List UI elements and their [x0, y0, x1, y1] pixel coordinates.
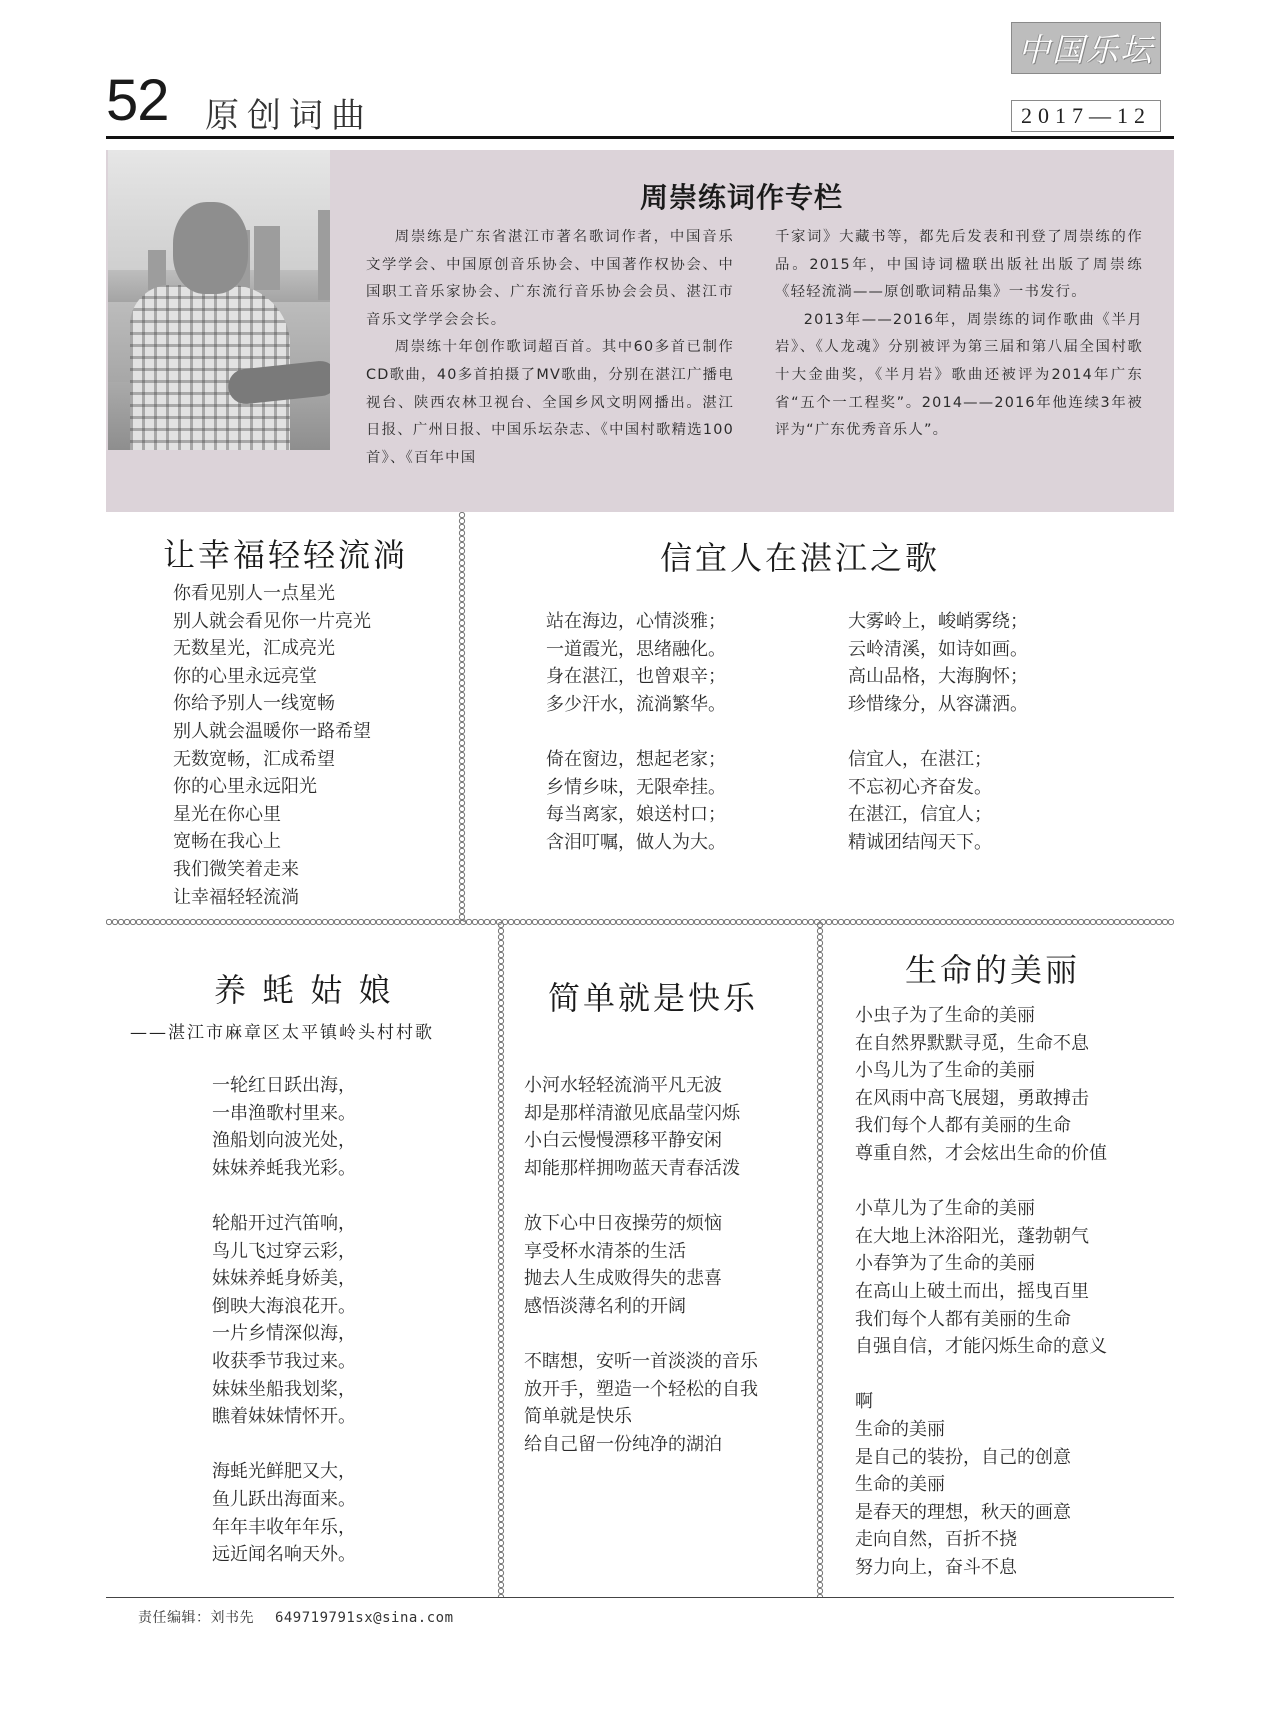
poem-line: 放下心中日夜操劳的烦恼: [524, 1212, 722, 1234]
poem-body-left: [546, 608, 726, 856]
poem-line: 简单就是快乐: [524, 1406, 632, 1428]
poem-body-right: [848, 608, 1028, 856]
poem-line: 别人就会温暖你一路希望: [173, 720, 371, 742]
poem-line: 高山品格，大海胸怀；: [848, 666, 1028, 688]
poem-line: 宽畅在我心上: [173, 831, 281, 853]
photo-person-head: [173, 202, 248, 294]
divider-horizontal: [106, 918, 1174, 926]
issue-date: 2017—12: [1011, 100, 1161, 132]
poem-line: 妹妹坐船我划桨，: [212, 1378, 356, 1400]
poem-stanza: [212, 1072, 356, 1182]
poem-body: [524, 1072, 758, 1458]
poem-line: 抛去人生成败得失的悲喜: [524, 1268, 722, 1290]
bio-title: 周崇练词作专栏: [640, 181, 844, 214]
poem-stanza: [848, 608, 1028, 718]
poem-line: 给自己留一份纯净的湖泊: [524, 1433, 722, 1455]
poem-title: 信宜人在湛江之歌: [660, 539, 941, 577]
poem-line: 星光在你心里: [173, 803, 281, 825]
poem-stanza: [212, 1210, 356, 1431]
poem-stanza: [855, 1195, 1107, 1361]
poem-stanza: [546, 746, 726, 856]
poem-line: 在自然界默默寻觅，生命不息: [855, 1032, 1089, 1054]
header-rule: [106, 136, 1174, 139]
poem-body: [855, 1002, 1107, 1581]
poem-line: 精诚团结闯天下。: [848, 831, 992, 853]
footer-rule: [106, 1597, 1174, 1598]
poem-line: 感悟淡薄名利的开阔: [524, 1295, 686, 1317]
poem-line: 走向自然，百折不挠: [855, 1529, 1017, 1551]
poem-stanza: [524, 1072, 758, 1182]
poem-line: 自强自信，才能闪烁生命的意义: [855, 1336, 1107, 1358]
poem-line: 放开手，塑造一个轻松的自我: [524, 1378, 758, 1400]
divider-vertical: [458, 512, 466, 922]
poem-title: 让幸福轻轻流淌: [163, 536, 409, 574]
poem-line: 收获季节我过来。: [212, 1350, 356, 1372]
poem-line: 别人就会看见你一片亮光: [173, 610, 371, 632]
poem-title: 生命的美丽: [905, 951, 1081, 989]
poem-line: 妹妹养蚝我光彩。: [212, 1157, 356, 1179]
poem-line: 让幸福轻轻流淌: [173, 886, 299, 908]
poem-line: 小河水轻轻流淌平凡无波: [524, 1075, 722, 1096]
poem-line: 是春天的理想，秋天的画意: [855, 1501, 1071, 1523]
poem-line: 站在海边，心情淡雅；: [546, 611, 726, 632]
poem-line: 含泪叮嘱，做人为大。: [546, 831, 726, 853]
poem-line: 小虫子为了生命的美丽: [855, 1005, 1035, 1026]
poem-line: 多少汗水，流淌繁华。: [546, 693, 726, 715]
poem-body: [173, 580, 371, 911]
poem-line: 倒映大海浪花开。: [212, 1295, 356, 1317]
poem-line: 云岭清溪，如诗如画。: [848, 638, 1028, 660]
bio-column-1: [366, 224, 734, 472]
poem-line: 远近闻名响天外。: [212, 1544, 356, 1566]
poem-line: 海蚝光鲜肥又大，: [212, 1461, 356, 1483]
section-title: 原创词曲: [205, 96, 373, 136]
poem-body: [212, 1072, 356, 1569]
divider-vertical: [816, 922, 824, 1597]
poem-line: 你的心里永远亮堂: [173, 665, 317, 687]
poem-line: 啊: [855, 1391, 873, 1413]
poem-line: 乡情乡味，无限牵挂。: [546, 776, 726, 798]
poem-line: 是自己的装扮，自己的创意: [855, 1446, 1071, 1468]
bio-column-2: [775, 224, 1143, 445]
poem-line: 不瞎想，安听一首淡淡的音乐: [524, 1350, 758, 1372]
magazine-masthead: [1011, 22, 1161, 74]
bio-paragraph: 周崇练十年创作歌词超百首。其中60多首已制作CD歌曲，40多首拍摄了MV歌曲，分别在湛江广播电视台、陕西农林卫视台、全国乡风文明网播出。湛江日报、广州日报、中国乐坛杂志、《中国村歌精选100首》、《百年中国: [366, 339, 734, 466]
poem-line: 你给予别人一线宽畅: [173, 693, 335, 715]
poem-line: 大雾岭上，峻峭雾绕；: [848, 611, 1028, 632]
poem-line: 鱼儿跃出海面来。: [212, 1488, 356, 1510]
poem-line: 却能那样拥吻蓝天青春活泼: [524, 1157, 740, 1179]
poem-stanza: [855, 1002, 1107, 1168]
poem-line: 一片乡情深似海，: [212, 1323, 356, 1345]
poem-line: 年年丰收年年乐，: [212, 1516, 356, 1538]
editor-label: 责任编辑：刘书先: [138, 1610, 254, 1626]
poem-line: 信宜人，在湛江；: [848, 748, 992, 770]
divider-vertical: [497, 922, 505, 1597]
poem-stanza: [524, 1348, 758, 1458]
poem-stanza: [546, 608, 726, 718]
poem-line: 身在湛江，也曾艰辛；: [546, 666, 726, 688]
masthead-logo-text: 中国乐坛: [1017, 31, 1154, 69]
photo-building: [254, 226, 280, 290]
poem-line: 一道霞光，思绪融化。: [546, 638, 726, 660]
bio-paragraph: 2013年——2016年，周崇练的词作歌曲《半月岩》、《人龙魂》分别被评为第三届和第八届全国村歌十大金曲奖，《半月岩》歌曲还被评为2014年广东省“五个一工程奖”。2014——2016年他连续3年被评为“广东优秀音乐人”。: [775, 311, 1143, 439]
poem-line: 尊重自然，才会炫出生命的价值: [855, 1142, 1107, 1164]
poem-line: 瞧着妹妹情怀开。: [212, 1406, 356, 1428]
poem-subtitle: ——湛江市麻章区太平镇岭头村村歌: [130, 1023, 434, 1043]
poem-line: 小春笋为了生命的美丽: [855, 1253, 1035, 1275]
poem-line: 在湛江，信宜人；: [848, 804, 992, 826]
footer-editor-credit: [138, 1607, 466, 1627]
poem-line: 小白云慢慢漂移平静安闲: [524, 1130, 722, 1152]
poem-line: 在风雨中高飞展翅，勇敢搏击: [855, 1087, 1089, 1109]
poem-line: 你的心里永远阳光: [173, 776, 317, 798]
poem-stanza: [173, 580, 371, 911]
poem-line: 享受杯水清茶的生活: [524, 1240, 686, 1262]
poem-stanza: [212, 1458, 356, 1568]
poem-line: 妹妹养蚝身娇美，: [212, 1268, 356, 1290]
poem-line: 我们每个人都有美丽的生命: [855, 1115, 1071, 1137]
poem-stanza: [524, 1210, 758, 1320]
editor-email[interactable]: 649719791sx@sina.com: [274, 1610, 454, 1626]
poem-line: 不忘初心齐奋发。: [848, 776, 992, 798]
poem-line: 我们微笑着走来: [173, 858, 299, 880]
poem-line: 却是那样清澈见底晶莹闪烁: [524, 1102, 740, 1124]
poem-line: 生命的美丽: [855, 1418, 945, 1440]
poem-line: 努力向上，奋斗不息: [855, 1556, 1017, 1578]
poem-stanza: [855, 1388, 1107, 1581]
poem-line: 在大地上沐浴阳光，蓬勃朝气: [855, 1225, 1089, 1247]
poem-line: 无数宽畅，汇成希望: [173, 748, 335, 770]
poem-line: 渔船划向波光处，: [212, 1130, 356, 1152]
poem-line: 在高山上破土而出，摇曳百里: [855, 1280, 1089, 1302]
photo-building: [148, 250, 166, 290]
poem-line: 每当离家，娘送村口；: [546, 804, 726, 826]
poem-line: 无数星光，汇成亮光: [173, 638, 335, 660]
poem-stanza: [848, 746, 1028, 856]
poem-line: 小草儿为了生命的美丽: [855, 1198, 1035, 1220]
poem-line: 一串渔歌村里来。: [212, 1102, 356, 1124]
poem-line: 你看见别人一点星光: [173, 583, 335, 604]
poem-title: 简单就是快乐: [548, 979, 759, 1017]
poem-line: 倚在窗边，想起老家；: [546, 748, 726, 770]
author-photo: [108, 150, 330, 450]
poem-title: 养 蚝 姑 娘: [214, 971, 394, 1009]
bio-paragraph: 周崇练是广东省湛江市著名歌词作者，中国音乐文学学会、中国原创音乐协会、中国著作权协会、中国职工音乐家协会、广东流行音乐协会会员、湛江市音乐文学学会会长。: [366, 229, 734, 328]
poem-line: 我们每个人都有美丽的生命: [855, 1308, 1071, 1330]
poem-line: 珍惜缘分，从容潇洒。: [848, 693, 1028, 715]
poem-line: 小鸟儿为了生命的美丽: [855, 1060, 1035, 1082]
poem-line: 生命的美丽: [855, 1474, 945, 1496]
poem-line: 鸟儿飞过穿云彩，: [212, 1240, 356, 1262]
bio-paragraph: 千家词》大藏书等，都先后发表和刊登了周崇练的作品。2015年，中国诗词楹联出版社出版了周崇练《轻轻流淌——原创歌词精品集》一书发行。: [775, 229, 1143, 301]
poem-line: 一轮红日跃出海，: [212, 1075, 356, 1096]
photo-building: [318, 210, 330, 300]
page-number: 52: [106, 68, 169, 133]
poem-line: 轮船开过汽笛响，: [212, 1212, 356, 1234]
